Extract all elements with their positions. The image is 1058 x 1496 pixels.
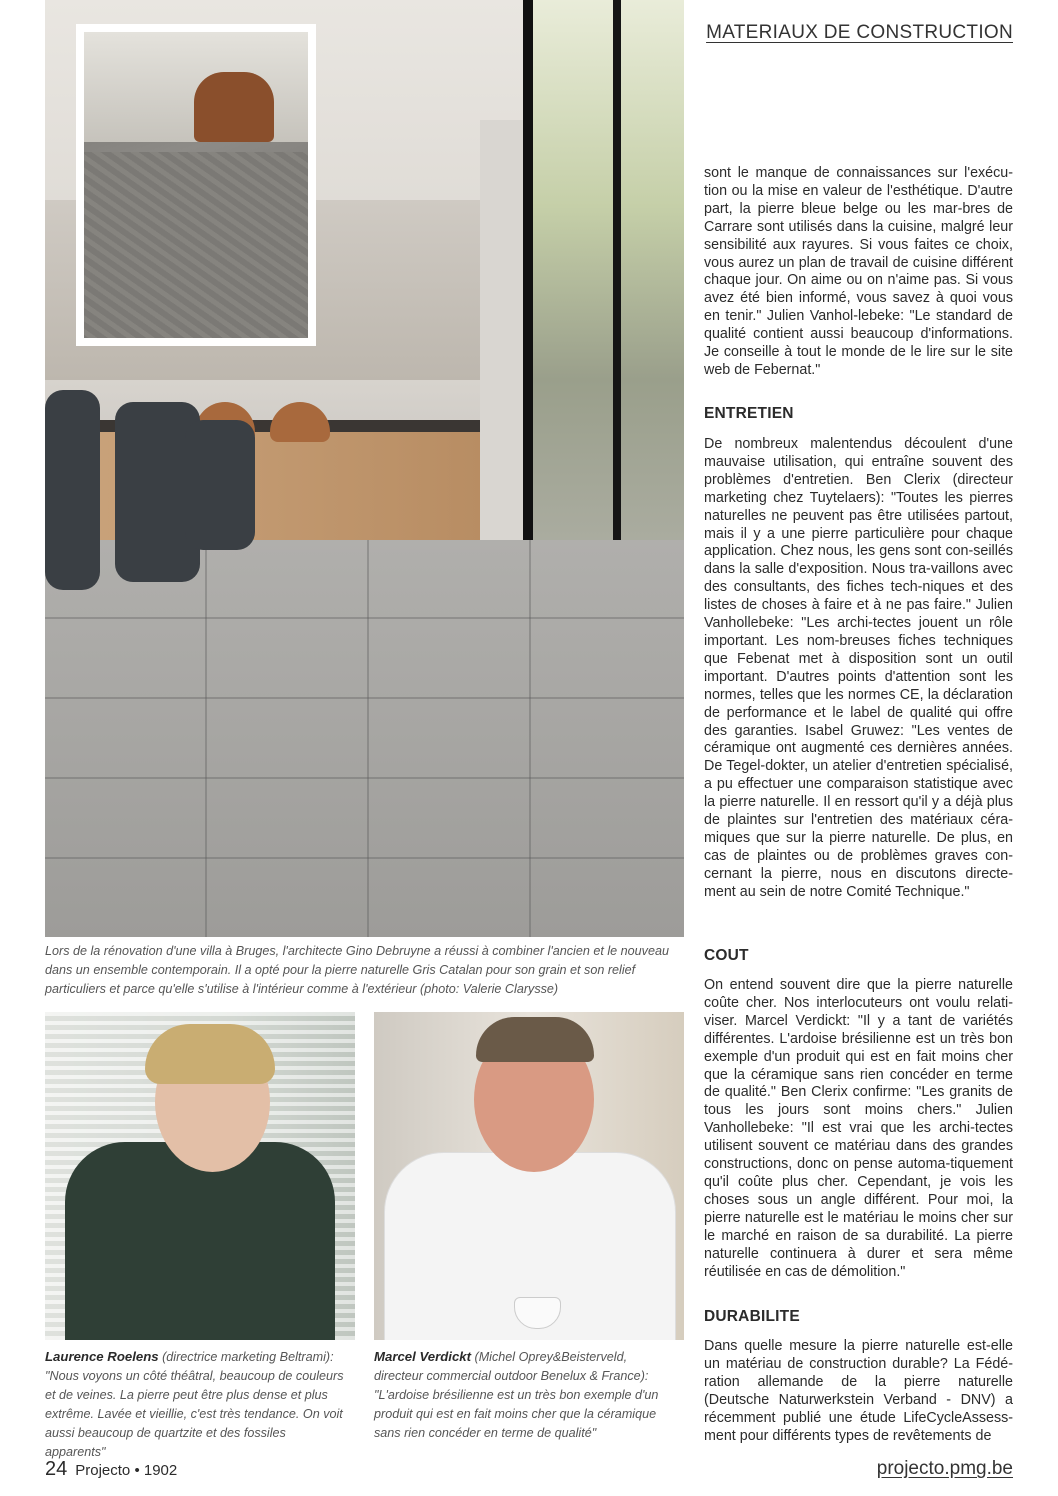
heading-cout: COUT [704,947,749,964]
person-role: (Michel Oprey&Beisterveld, directeur commercial outdoor Benelux & France): [374,1350,649,1383]
person-quote: "Nous voyons un côté théâtral, beaucoup de couleurs et de veines. La pierre peut être plus dense et plus extrême. Lavée et vieillie, c'est très tendance. On voit aussi beaucoup de quartzite et des fossiles apparents" [45,1369,344,1459]
countertop-detail-photo [76,24,316,346]
heading-durabilite: DURABILITE [704,1308,800,1325]
page-number: 24 [45,1458,68,1480]
article-intro: sont le manque de connaissances sur l'exécu-tion ou la mise en valeur de l'esthétique. D'autre part, la pierre bleue belge ou les mar-bres de Carrare sont utilisés dans la cuisine, malgré leur sensibilité aux rayures. Si vous faites ce choix, vous aurez un plan de travail de cuisine différent chaque jour. On aime ou on n'aime pas. Si vous avez été bien informé, vous savez à quoi vous en tenir." Julien Vanhol-lebeke: "Le standard de qualité contient aussi beaucoup d'informations. Je conseille à tout le monde de le lire sur le site web de Febernat." [704,165,1013,378]
person-name: Marcel Verdickt [374,1349,471,1364]
heading-entretien: ENTRETIEN [704,405,794,422]
section-title: MATERIAUX DE CONSTRUCTION [706,22,1013,43]
person-quote: "L'ardoise brésilienne est un très bon exemple d'un produit qui est en fait moins cher que la céramique sans rien concéder en terme de qualité" [374,1388,659,1440]
portrait-caption-roelens [45,1347,345,1462]
portrait-marcel-verdickt [374,1012,684,1340]
portrait-laurence-roelens [45,1012,355,1340]
person-role: (directrice marketing Beltrami): [158,1350,334,1364]
person-name: Laurence Roelens [45,1349,159,1364]
article-cout: On entend souvent dire que la pierre naturelle coûte cher. Nos interlocuteurs ont voulu relati-viser. Marcel Verdickt: "Il y a tant de variétés différentes. L'ardoise brésilienne est un très bon exemple d'un produit qui est en fait moins cher que la céramique sans rien concéder en terme de qualité." Ben Clerix confirme: "Les granits de tous les jours sont moins chers." Julien Vanhollebeke: "Il est vrai que les archi-tectes utilisent souvent ce matériau dans des grandes constructions, donc on pense automa-tiquement qu'il coûte plus cher. Cependant, je vois les choses sous un angle différent. Pour moi, la pierre naturelle est le matériau le moins cher sur le marché en raison de sa durabilité. La pierre naturelle continuera à durer et sera même réutilisée en cas de démolition." [704,977,1013,1280]
magazine-issue: Projecto • 1902 [75,1462,178,1479]
footer-left [45,1458,177,1481]
website-link[interactable]: projecto.pmg.be [876,1458,1013,1479]
article-durabilite: Dans quelle mesure la pierre naturelle est-elle un matériau de construction durable? La Fédé-ration allemande de la pierre naturelle (Deutsche Naturwerkstein Verband - DNV) a récemment publié une étude LifeCycleAssess-ment pour différents types de revêtements de [704,1338,1013,1444]
article-entretien: De nombreux malentendus découlent d'une mauvaise utilisation, qui entraîne souvent des problèmes d'entretien. Ben Clerix (directeur marketing chez Tuytelaers): "Toutes les pierres naturelles ne peuvent pas être utilisées partout, mais il y a une pierre particulière pour chaque application. Chez nous, les gens sont con-seillés dans la salle d'exposition. Nous tra-vaillons avec des consultants, des fiches tech-niques et des listes de choses à faire et à ne pas faire." Julien Vanhollebeke: "Les archi-tectes jouent un rôle important. Les nom-breuses fiches techniques que Febenat met à disposition sont un outil important. D'autres points d'attention sont les normes, telles que les normes CE, la déclaration de performance et le label de qualité qui offre des garanties. Isabel Gruwez: "Les ventes de céramique ont augmenté ces dernières années. De Tegel-dokter, un atelier d'entretien spécialisé, a pu effectuer une comparaison statistique avec la pierre naturelle. Il en ressort qu'il y a déjà plus de plaintes sur l'entretien des matériaux céra-miques que sur la pierre naturelle. De plus, en cas de plaintes ou de problèmes graves con-cernant la pierre, nous en discutons directe-ment au sein de notre Comité Technique." [704,436,1013,900]
photo-caption: Lors de la rénovation d'une villa à Bruges, l'architecte Gino Debruyne a réussi à combiner l'ancien et le nouveau dans un ensemble contemporain. Il a opté pour la pierre naturelle Gris Catalan pour son grain et son relief particuliers et parce qu'elle s'utilise à l'intérieur comme à l'extérieur (photo: Valerie Clarysse) [45,944,669,996]
portrait-caption-verdickt [374,1347,674,1443]
